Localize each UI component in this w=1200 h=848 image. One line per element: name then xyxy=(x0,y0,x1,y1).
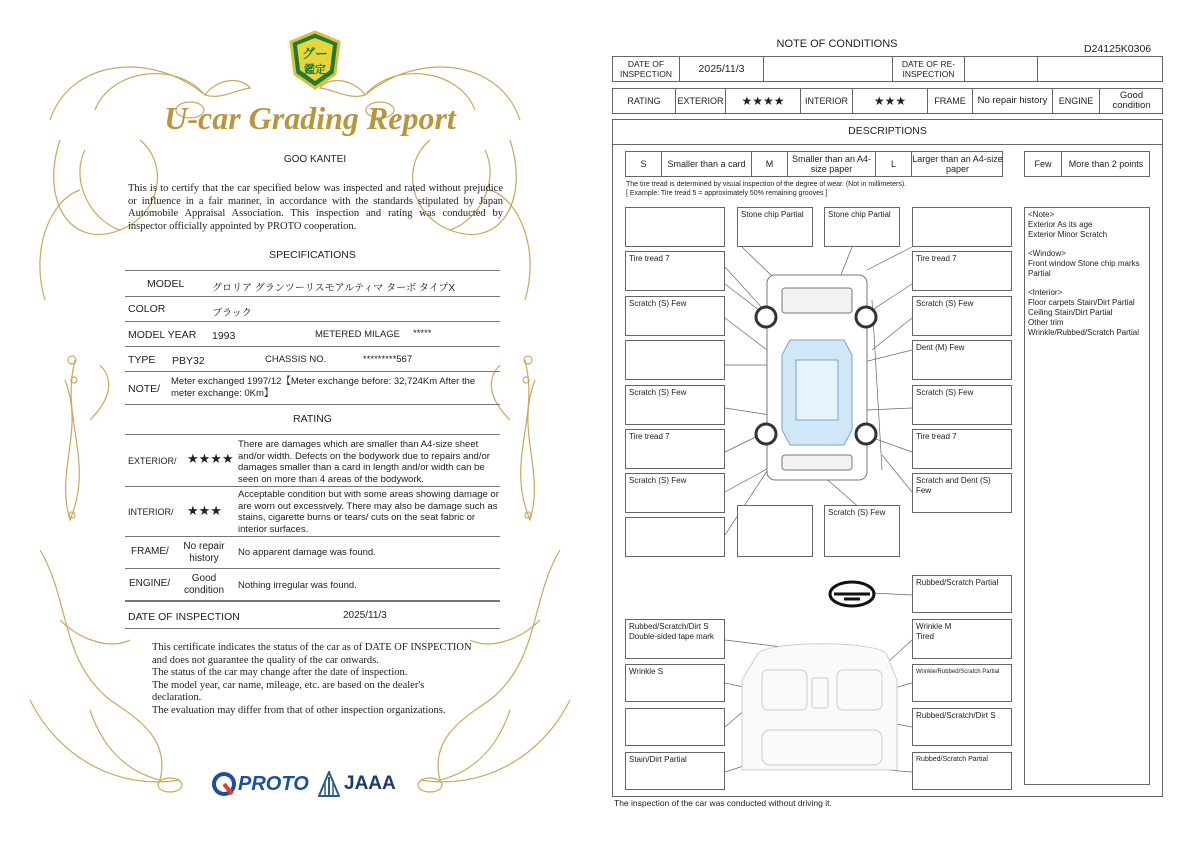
model-year-value: 1993 xyxy=(212,330,236,342)
rating-summary-row xyxy=(612,88,1163,114)
legend-m: M xyxy=(752,152,788,176)
legend-s: S xyxy=(626,152,662,176)
type-label: TYPE xyxy=(128,354,156,366)
document-id: D24125K0306 xyxy=(1084,43,1152,55)
interior-description-box: Rubbed/Scratch Partial xyxy=(912,575,1012,613)
exterior-stars: ★★★★ xyxy=(187,451,234,466)
inspection-date-row xyxy=(612,56,1163,82)
color-value: ブラック xyxy=(212,308,252,319)
descriptions-heading: DESCRIPTIONS xyxy=(612,119,1163,145)
model-year-label: MODEL YEAR xyxy=(128,329,197,341)
engine-label: ENGINE/ xyxy=(129,578,171,589)
exterior-label: EXTERIOR xyxy=(676,89,726,113)
description-box: Scratch (S) Few xyxy=(824,505,900,557)
rating-engine-row xyxy=(125,569,500,601)
rating-label: RATING xyxy=(613,89,676,113)
date-label: DATE OF INSPECTION xyxy=(128,611,240,623)
interior-description: Acceptable condition but with some areas showing damage or are worn out excessively. There may also be damage such as stains, cigarette burns or tears/ cuts on the seat fabric or interior surfaces. xyxy=(238,489,499,535)
model-label: MODEL xyxy=(147,278,185,290)
spec-color-row xyxy=(125,297,500,322)
description-box: Stone chip Partial xyxy=(824,207,900,247)
note-of-conditions-title: NOTE OF CONDITIONS xyxy=(776,38,898,50)
rating-interior-row xyxy=(125,487,500,537)
note-label: NOTE/ xyxy=(128,383,161,395)
disclaimer-line: This certificate indicates the status of the car as of DATE OF INSPECTION and does not guarantee the quality of the car onwards. xyxy=(152,642,472,666)
legend-l-desc: Larger than an A4-size paper xyxy=(912,154,1003,174)
proto-logo xyxy=(212,770,309,798)
description-box: Tire tread 7 xyxy=(912,429,1012,469)
disclaimer-line: The model year, car name, mileage, etc. are based on the dealer's declaration. xyxy=(152,679,425,703)
jaaa-logo xyxy=(318,770,396,798)
legend-few: Few xyxy=(1025,152,1062,176)
spec-model-row xyxy=(125,270,500,297)
reinspection-label: DATE OF RE-INSPECTION xyxy=(893,57,965,81)
blank-cell xyxy=(764,57,893,81)
frame-value: No repair history xyxy=(183,541,225,564)
engine-description: Nothing irregular was found. xyxy=(238,580,357,591)
engine-label: ENGINE xyxy=(1053,89,1100,113)
interior-stars: ★★★ xyxy=(187,503,222,518)
size-legend xyxy=(625,151,1003,177)
exterior-stars: ★★★★ xyxy=(726,89,801,113)
spec-year-row xyxy=(125,322,500,347)
description-box xyxy=(912,207,1012,247)
legend-few-desc: More than 2 points xyxy=(1068,159,1144,169)
description-box: Tire tread 7 xyxy=(912,251,1012,291)
description-box: Tire tread 7 xyxy=(625,251,725,291)
frame-label: FRAME/ xyxy=(131,546,169,557)
goo-kantei-logo xyxy=(287,30,343,92)
description-box xyxy=(737,505,813,557)
note-value: Meter exchanged 1997/12【Meter exchange before: 32,724Km After the meter exchange: 0Km】 xyxy=(171,376,476,399)
report-subtitle: GOO KANTEI xyxy=(283,154,347,165)
interior-description-box: Rubbed/Scratch/Dirt S xyxy=(912,708,1012,746)
frame-value: No repair history xyxy=(973,89,1053,113)
date-of-inspection-value: 2025/11/3 xyxy=(680,57,764,81)
steering-wheel-icon xyxy=(830,582,874,606)
interior-description-box: Stain/Dirt Partial xyxy=(625,752,725,790)
proto-text: PROTO xyxy=(238,772,309,795)
description-box: Scratch and Dent (S) Few xyxy=(912,473,1012,513)
description-box: Stone chip Partial xyxy=(737,207,813,247)
interior-car-outline xyxy=(742,644,897,770)
certification-intro: This is to certify that the car specified below was inspected and rated without prejudice or influence in a fair manner, in accordance with the standards stipulated by Japan Automobile Appraisal Association. This inspection and rating was conducted by inspector officially appointed by PROTO cooperation. xyxy=(128,183,503,232)
interior-description-box: Wrinkle M Tired xyxy=(912,619,1012,659)
legend-m-desc: Smaller than an A4-size paper xyxy=(788,152,876,176)
interior-stars: ★★★ xyxy=(853,89,928,113)
description-box: Dent (M) Few xyxy=(912,340,1012,380)
description-box: Scratch (S) Few xyxy=(625,385,725,425)
svg-text:グー: グー xyxy=(301,47,329,62)
interior-description-box: Wrinkle/Rubbed/Scratch Partial xyxy=(912,664,1012,702)
notes-box: <Note> Exterior As its age Exterior Minor Scratch <Window> Front window Stone chip marks Partial <Interior> Floor carpets Stain/Dirt Partial Ceiling Stain/Dirt Partial Other trim Wrinkle/Rubbed/Scratch Partial xyxy=(1024,207,1150,785)
exterior-description: There are damages which are smaller than A4-size sheet and/or width. Defects on the bodywork due to repairs and/or damages smaller than a card in length and/or width can be seen on more than 4 areas of the bodywork. xyxy=(238,439,490,485)
jaaa-text: JAAA xyxy=(344,773,396,794)
description-box: Scratch (S) Few xyxy=(912,385,1012,425)
exterior-car-outline xyxy=(767,275,867,480)
date-value: 2025/11/3 xyxy=(343,610,387,621)
description-box: Tire tread 7 xyxy=(625,429,725,469)
chassis-value: *********567 xyxy=(363,354,413,365)
spec-note-row xyxy=(125,372,500,405)
description-box: Scratch (S) Few xyxy=(625,296,725,336)
color-label: COLOR xyxy=(128,303,166,315)
rating-frame-row xyxy=(125,537,500,569)
rating-exterior-row xyxy=(125,434,500,487)
frame-description: No apparent damage was found. xyxy=(238,547,376,558)
mileage-value: ***** xyxy=(413,328,432,339)
disclaimer-line: The evaluation may differ from that of other inspection organizations. xyxy=(152,704,446,716)
exterior-label: EXTERIOR/ xyxy=(128,456,177,466)
jaaa-mark-icon xyxy=(318,771,340,797)
legend-l: L xyxy=(876,152,912,176)
description-box xyxy=(625,207,725,247)
interior-description-box xyxy=(625,708,725,746)
disclaimer-line: The status of the car may change after the date of inspection. xyxy=(152,667,408,678)
interior-description-box: Rubbed/Scratch/Dirt S Double-sided tape mark xyxy=(625,619,725,659)
interior-label: INTERIOR xyxy=(801,89,853,113)
description-box xyxy=(625,340,725,380)
type-value: PBY32 xyxy=(172,355,205,367)
specifications-heading: SPECIFICATIONS xyxy=(269,249,356,261)
model-value: グロリア グランツーリスモアルティマ ターボ タイプX xyxy=(212,283,456,294)
date-of-inspection-label: DATE OF INSPECTION xyxy=(613,57,680,81)
proto-mark-icon xyxy=(212,772,236,796)
report-title: U-car Grading Report xyxy=(164,100,456,136)
interior-description-box: Wrinkle S xyxy=(625,664,725,702)
description-box: Scratch (S) Few xyxy=(912,296,1012,336)
mileage-label: METERED MILAGE xyxy=(315,329,400,340)
svg-text:鑑定: 鑑定 xyxy=(304,63,326,76)
inspection-footer-note: The inspection of the car was conducted without driving it. xyxy=(614,798,832,808)
chassis-label: CHASSIS NO. xyxy=(265,354,327,365)
blank-cell xyxy=(1038,57,1163,81)
engine-value: Good condition xyxy=(183,573,225,596)
date-of-inspection-row xyxy=(125,601,500,629)
description-box: Scratch (S) Few xyxy=(625,473,725,513)
engine-value: Good condition xyxy=(1112,90,1151,111)
disclaimer xyxy=(152,642,472,717)
description-box xyxy=(625,517,725,557)
tire-tread-note: The tire tread is determined by visual inspection of the degree of wear. (Not in millimeters). [ Example: Tire tread 5 = approximately 50% remaining grooves ] xyxy=(626,181,907,197)
interior-label: INTERIOR/ xyxy=(128,507,174,517)
legend-s-desc: Smaller than a card xyxy=(662,152,752,176)
spec-type-row xyxy=(125,347,500,372)
reinspection-value xyxy=(965,57,1038,81)
interior-description-box: Rubbed/Scratch Partial xyxy=(912,752,1012,790)
frame-label: FRAME xyxy=(928,89,973,113)
few-legend xyxy=(1024,151,1150,177)
rating-heading: RATING xyxy=(293,413,332,425)
